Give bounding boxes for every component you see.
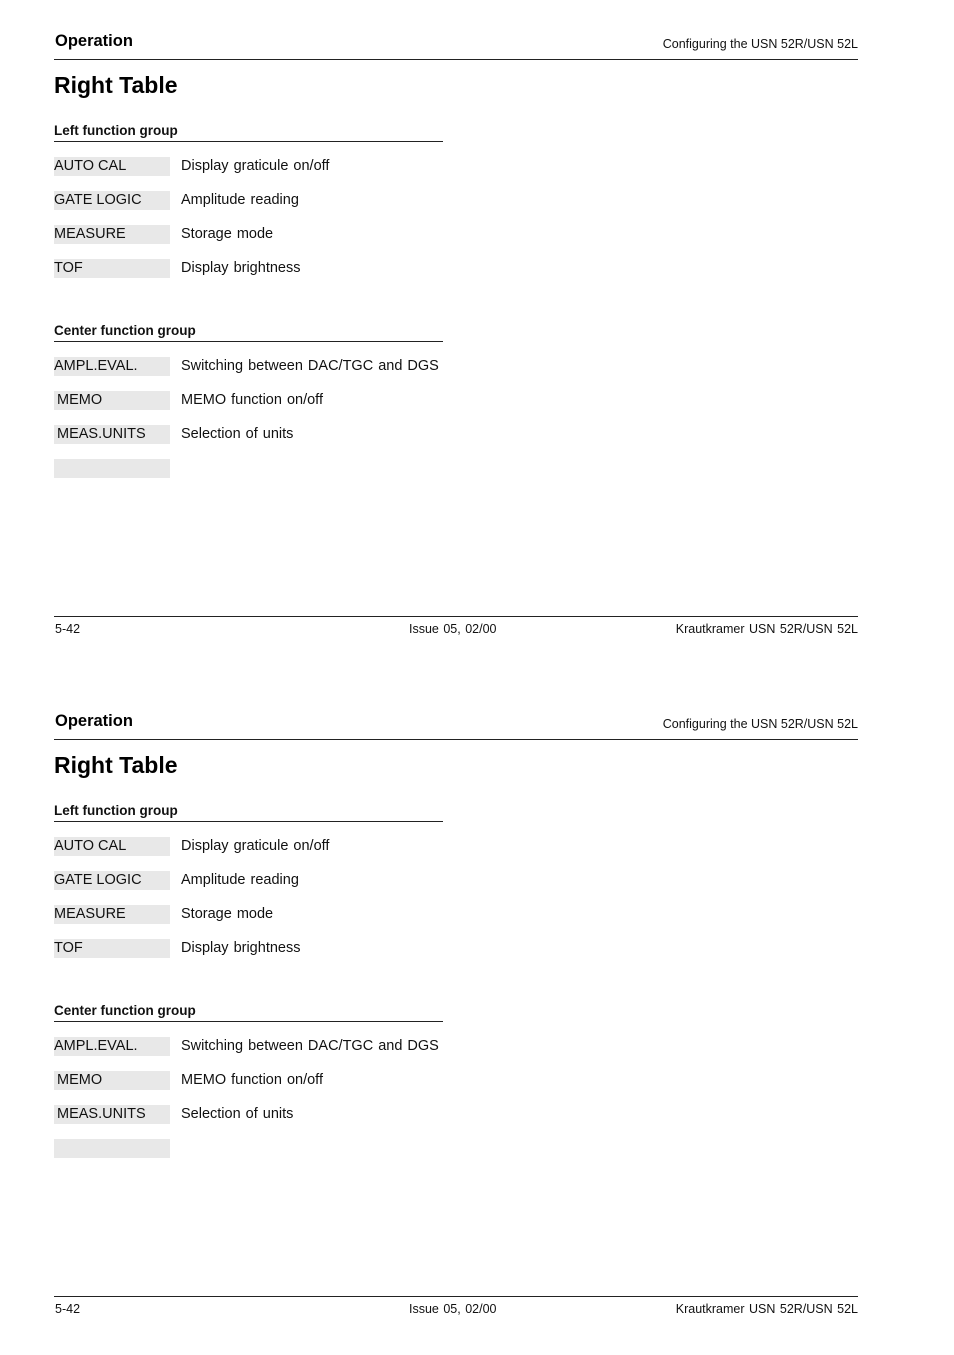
table-row [54,191,443,225]
table-row [54,905,443,939]
function-key-label: MEMO [54,391,170,410]
function-key-label: AMPL.EVAL. [54,1037,170,1056]
function-key-label: MEASURE [54,905,170,924]
page-title: Right Table [54,72,178,98]
function-description: Switching between DAC/TGC and DGS [181,1038,439,1054]
left-function-group [54,123,443,293]
function-description: Switching between DAC/TGC and DGS [181,358,439,374]
function-table [54,837,443,973]
left-function-group [54,803,443,973]
document-page [0,0,954,675]
table-row [54,871,443,905]
header-divider [54,59,858,60]
function-key-label [54,459,170,478]
function-key-label: AMPL.EVAL. [54,357,170,376]
table-row [54,225,443,259]
function-key-label: GATE LOGIC [54,871,170,890]
header-section-title: Operation [55,32,133,50]
group-heading: Left function group [54,123,443,142]
function-table [54,357,443,493]
table-row [54,939,443,973]
function-key-label: MEAS.UNITS [54,1105,170,1124]
footer-page-number: 5-42 [55,622,81,636]
table-row [54,837,443,871]
function-key-label: TOF [54,939,170,958]
table-row [54,259,443,293]
function-key-label: MEASURE [54,225,170,244]
footer-divider [54,616,858,617]
header-section-title: Operation [55,712,133,730]
function-table [54,157,443,293]
function-description: Display graticule on/off [181,838,330,854]
table-row [54,459,443,493]
document-page [0,680,954,1355]
footer-issue: Issue 05, 02/00 [409,1302,497,1316]
function-description: Amplitude reading [181,192,299,208]
group-heading: Left function group [54,803,443,822]
function-description: Display brightness [181,260,301,276]
function-key-label: AUTO CAL [54,837,170,856]
footer-product: Krautkramer USN 52R/USN 52L [675,1302,858,1316]
table-row [54,425,443,459]
table-row [54,357,443,391]
function-description: Storage mode [181,906,274,922]
header-document-title: Configuring the USN 52R/USN 52L [662,717,858,731]
footer-product: Krautkramer USN 52R/USN 52L [675,622,858,636]
table-row [54,1071,443,1105]
page-title: Right Table [54,752,178,778]
center-function-group [54,323,443,493]
function-key-label [54,1139,170,1158]
header-divider [54,739,858,740]
function-key-label: MEAS.UNITS [54,425,170,444]
function-description: MEMO function on/off [181,1072,323,1088]
function-description: Selection of units [181,1106,294,1122]
footer-page-number: 5-42 [55,1302,81,1316]
function-key-label: TOF [54,259,170,278]
function-description: MEMO function on/off [181,392,323,408]
function-description: Display brightness [181,940,301,956]
function-key-label: MEMO [54,1071,170,1090]
function-description: Amplitude reading [181,872,299,888]
function-key-label: GATE LOGIC [54,191,170,210]
function-key-label: AUTO CAL [54,157,170,176]
function-description: Display graticule on/off [181,158,330,174]
table-row [54,391,443,425]
header-document-title: Configuring the USN 52R/USN 52L [662,37,858,51]
center-function-group [54,1003,443,1173]
table-row [54,1139,443,1173]
group-heading: Center function group [54,1003,443,1022]
table-row [54,1105,443,1139]
table-row [54,1037,443,1071]
footer-issue: Issue 05, 02/00 [409,622,497,636]
table-row [54,157,443,191]
group-heading: Center function group [54,323,443,342]
function-table [54,1037,443,1173]
footer-divider [54,1296,858,1297]
function-description: Storage mode [181,226,274,242]
function-description: Selection of units [181,426,294,442]
